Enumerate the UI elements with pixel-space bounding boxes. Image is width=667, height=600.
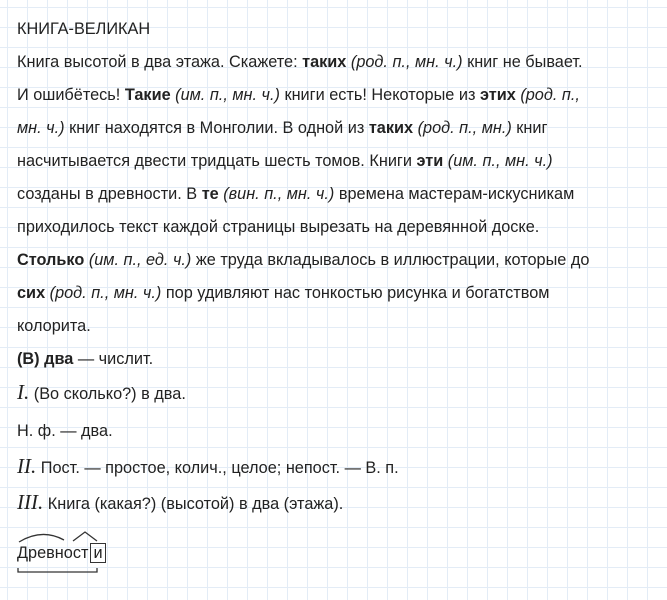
text-segment: И ошибётесь! [17,86,125,104]
bold-word: Столько [17,251,85,269]
word-ending: и [90,543,105,563]
bold-word: Такие [124,86,171,104]
grammar-note: (им. п., мн. ч.) [170,86,280,104]
text-segment: же труда вкладывалось в иллюстрации, которые до [191,251,590,269]
text-segment: книг не бывает. [462,53,583,71]
bold-word: таких [302,53,347,71]
bold-word: эти [416,152,444,170]
text-segment: книг находятся в Монголии. В одной из [64,119,369,137]
text-segment: колорита. [17,317,91,335]
grammar-note: (вин. п., мн. ч.) [218,185,335,203]
bold-word: (В) два [17,350,74,368]
roman-numeral: I. [17,380,30,404]
root-arc [19,534,64,542]
grammar-note: (род. п., мн. ч.) [346,53,463,71]
grammar-note: мн. ч.) [17,119,65,137]
text-segment: пор удивляют нас тонкостью рисунка и богатством [161,284,550,302]
bold-word: сих [17,284,46,302]
roman-numeral: III. [17,490,44,514]
text-segment: насчитывается двести тридцать шесть томов. Книги [17,152,417,170]
text-segment: времена мастерам-искусникам [334,185,575,203]
grammar-note: (им. п., ед. ч.) [84,251,192,269]
text-segment: книги есть! Некоторые из [279,86,480,104]
text-segment: Книга высотой в два этажа. Скажете: [17,53,303,71]
grammar-note: (род. п., [515,86,580,104]
suffix-caret [73,532,97,541]
text-segment: книг [511,119,548,137]
roman-numeral: II. [17,454,37,478]
grammar-note: (род. п., мн.) [413,119,512,137]
word-stem: Древност [17,544,89,562]
text-segment: — числит. [73,350,154,368]
stem-bracket [18,568,97,572]
text-segment: Пост. — простое, колич., целое; непост. — В. п. [36,459,399,477]
text-segment: приходилось текст каждой страницы вырезать на деревянной доске. [17,218,540,236]
grammar-note: (род. п., мн. ч.) [45,284,162,302]
bold-word: те [201,185,219,203]
heading: КНИГА-ВЕЛИКАН [17,20,151,38]
text-segment: Книга (какая?) (высотой) в два (этажа). [43,495,344,513]
bold-word: таких [368,119,414,137]
text-segment: Н. ф. — два. [17,422,113,440]
bold-word: этих [479,86,516,104]
morpheme-marks [0,0,200,600]
text-segment: (Во сколько?) в два. [29,385,186,403]
text-segment: созданы в древности. В [17,185,202,203]
grammar-note: (им. п., мн. ч.) [443,152,553,170]
